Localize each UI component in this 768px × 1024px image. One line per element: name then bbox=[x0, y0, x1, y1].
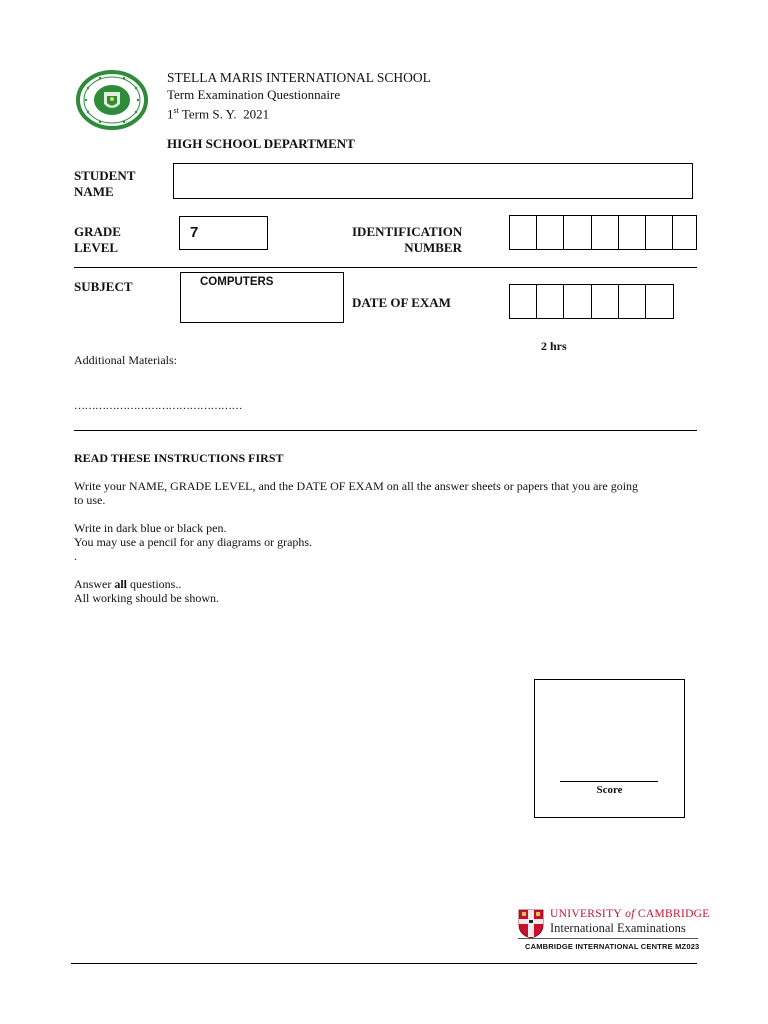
instruction-line-2: Write in dark blue or black pen. You may use a pencil for any diagrams or graphs. . bbox=[74, 521, 313, 563]
id-digit-box[interactable] bbox=[592, 216, 619, 249]
id-digit-box[interactable] bbox=[646, 216, 673, 249]
date-of-exam-label: DATE OF EXAM bbox=[352, 295, 451, 310]
additional-materials-label: Additional Materials: bbox=[74, 353, 177, 367]
subject-value: COMPUTERS bbox=[200, 276, 274, 288]
score-line bbox=[560, 781, 658, 782]
grade-level-label: GRADE LEVEL bbox=[74, 224, 121, 255]
instruction-line-1: Write your NAME, GRADE LEVEL, and the DATE OF EXAM on all the answer sheets or papers that you are going to use. bbox=[74, 479, 639, 507]
cambridge-centre-code: CAMBRIDGE INTERNATIONAL CENTRE MZ023 bbox=[525, 942, 700, 951]
footer-divider bbox=[71, 963, 697, 964]
subject-field[interactable] bbox=[180, 272, 344, 323]
date-of-exam-boxes[interactable] bbox=[509, 284, 674, 319]
instructions-heading: READ THESE INSTRUCTIONS FIRST bbox=[74, 451, 284, 465]
identification-number-boxes[interactable] bbox=[509, 215, 697, 250]
date-digit-box[interactable] bbox=[646, 285, 673, 318]
cambridge-logo-rule bbox=[518, 938, 698, 939]
instructions-divider bbox=[74, 430, 697, 431]
school-name: STELLA MARIS INTERNATIONAL SCHOOL bbox=[167, 70, 431, 85]
score-label: Score bbox=[596, 784, 623, 796]
id-digit-box[interactable] bbox=[537, 216, 564, 249]
cambridge-shield-icon bbox=[518, 909, 544, 939]
identification-number-label: IDENTIFICATION NUMBER bbox=[352, 224, 463, 255]
id-digit-box[interactable] bbox=[673, 216, 696, 249]
student-name-label: STUDENT NAME bbox=[74, 168, 136, 199]
exam-type: Term Examination Questionnaire bbox=[167, 87, 341, 102]
department-title: HIGH SCHOOL DEPARTMENT bbox=[167, 136, 355, 151]
student-name-field[interactable] bbox=[173, 163, 693, 199]
school-seal-icon bbox=[76, 70, 148, 130]
score-box[interactable] bbox=[534, 679, 685, 818]
section-divider bbox=[74, 267, 697, 268]
term-rest: Term S. Y. 2021 bbox=[178, 106, 270, 122]
grade-level-field[interactable] bbox=[179, 216, 268, 250]
date-digit-box[interactable] bbox=[510, 285, 537, 318]
exam-duration: 2 hrs bbox=[541, 339, 567, 353]
date-digit-box[interactable] bbox=[564, 285, 592, 318]
date-digit-box[interactable] bbox=[619, 285, 646, 318]
term-number: 1 bbox=[167, 106, 174, 122]
cambridge-university-name: UNIVERSITY of CAMBRIDGE bbox=[550, 908, 710, 920]
subject-label: SUBJECT bbox=[74, 279, 133, 294]
grade-level-value: 7 bbox=[190, 224, 199, 241]
id-digit-box[interactable] bbox=[564, 216, 592, 249]
date-digit-box[interactable] bbox=[592, 285, 619, 318]
additional-materials-dotted-line: ………………………………………… bbox=[74, 400, 242, 412]
instruction-line-4: Answer all questions.. All working should be shown. bbox=[74, 577, 219, 605]
term-line bbox=[167, 103, 269, 122]
id-digit-box[interactable] bbox=[510, 216, 537, 249]
cambridge-international-exams: International Examinations bbox=[550, 921, 686, 935]
date-digit-box[interactable] bbox=[537, 285, 564, 318]
term-suffix: st bbox=[173, 106, 179, 115]
id-digit-box[interactable] bbox=[619, 216, 646, 249]
